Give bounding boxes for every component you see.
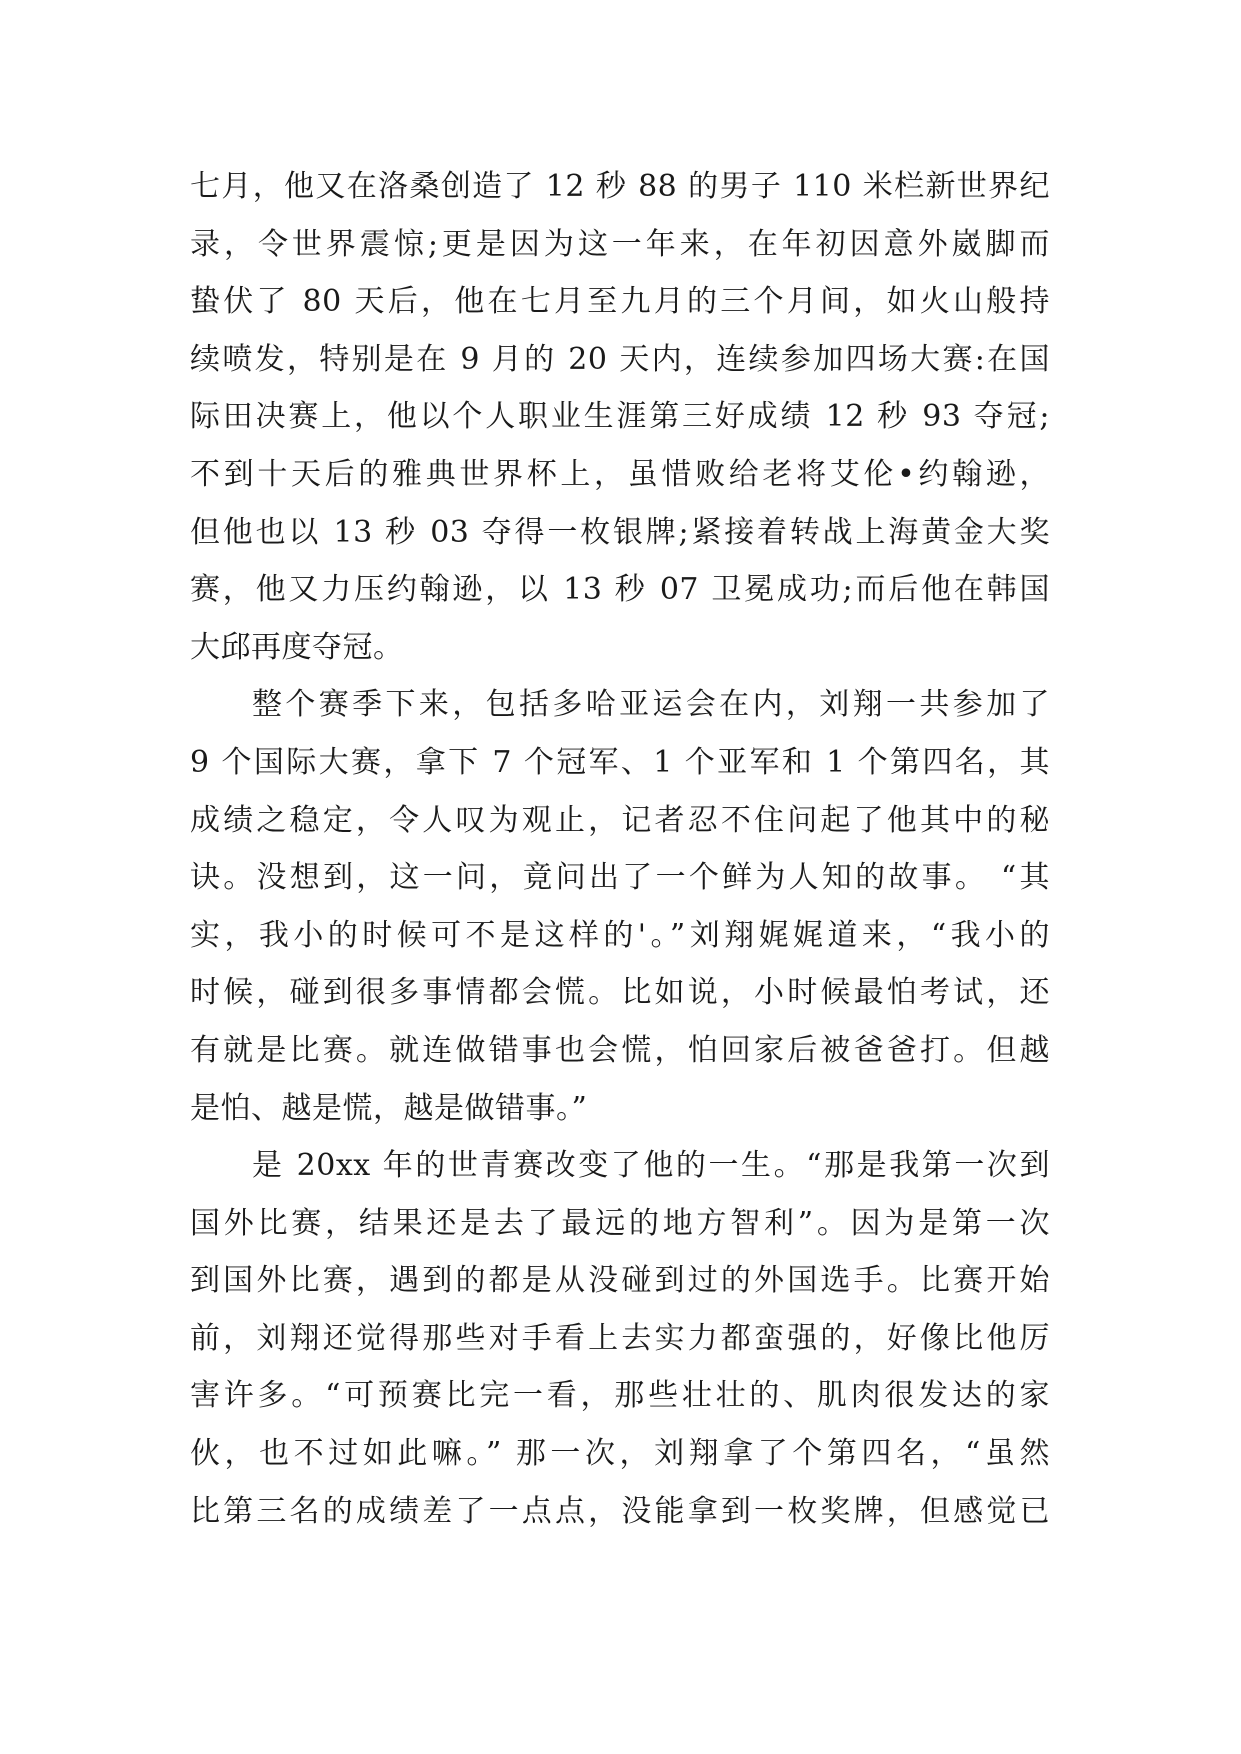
text-line: 录，令世界震惊;更是因为这一年来，在年初因意外崴脚而 bbox=[190, 226, 1050, 262]
text-line: 到国外比赛，遇到的都是从没碰到过的外国选手。比赛开始 bbox=[190, 1263, 1050, 1299]
text-line: 前，刘翔还觉得那些对手看上去实力都蛮强的，好像比他厉 bbox=[190, 1320, 1050, 1356]
text-line: 国外比赛，结果还是去了最远的地方智利”。因为是第一次 bbox=[190, 1205, 1050, 1241]
text-line: 不到十天后的雅典世界杯上，虽惜败给老将艾伦•约翰逊， bbox=[190, 456, 1050, 492]
text-line: 诀。没想到，这一问，竟问出了一个鲜为人知的故事。 “其 bbox=[190, 860, 1050, 896]
text-line: 有就是比赛。就连做错事也会慌，怕回家后被爸爸打。但越 bbox=[190, 1032, 1050, 1068]
text-line: 9 个国际大赛，拿下 7 个冠军、1 个亚军和 1 个第四名，其 bbox=[190, 744, 1050, 780]
text-line: 成绩之稳定，令人叹为观止，记者忍不住问起了他其中的秘 bbox=[190, 802, 1050, 838]
text-line: 蛰伏了 80 天后，他在七月至九月的三个月间，如火山般持 bbox=[190, 284, 1050, 320]
text-line: 赛，他又力压约翰逊，以 13 秒 07 卫冕成功;而后他在韩国 bbox=[190, 572, 1050, 608]
text-line: 七月，他又在洛桑创造了 12 秒 88 的男子 110 米栏新世界纪 bbox=[190, 169, 1050, 204]
paragraph-start-line: 整个赛季下来，包括多哈亚运会在内，刘翔一共参加了 bbox=[252, 687, 1050, 723]
text-line: 际田决赛上，他以个人职业生涯第三好成绩 12 秒 93 夺冠; bbox=[190, 399, 1050, 435]
paragraph-start-line: 是 20xx 年的世青赛改变了他的一生。“那是我第一次到 bbox=[252, 1148, 1050, 1184]
text-line: 实，我小的时候可不是这样的'。”刘翔娓娓道来，“我小的 bbox=[190, 917, 1050, 953]
text-line: 大邱再度夺冠。 bbox=[190, 629, 404, 665]
text-line: 伙，也不过如此嘛。” 那一次，刘翔拿了个第四名，“虽然 bbox=[190, 1436, 1050, 1472]
text-line: 是怕、越是慌，越是做错事。” bbox=[190, 1090, 588, 1126]
text-line: 时候，碰到很多事情都会慌。比如说，小时候最怕考试，还 bbox=[190, 975, 1050, 1011]
text-line: 但他也以 13 秒 03 夺得一枚银牌;紧接着转战上海黄金大奖 bbox=[190, 514, 1050, 550]
text-line: 比第三名的成绩差了一点点，没能拿到一枚奖牌，但感觉已 bbox=[190, 1493, 1050, 1529]
text-line: 续喷发，特别是在 9 月的 20 天内，连续参加四场大赛:在国 bbox=[190, 341, 1050, 377]
body-text bbox=[190, 158, 1050, 1540]
text-line: 害许多。“可预赛比完一看，那些壮壮的、肌肉很发达的家 bbox=[190, 1378, 1050, 1414]
